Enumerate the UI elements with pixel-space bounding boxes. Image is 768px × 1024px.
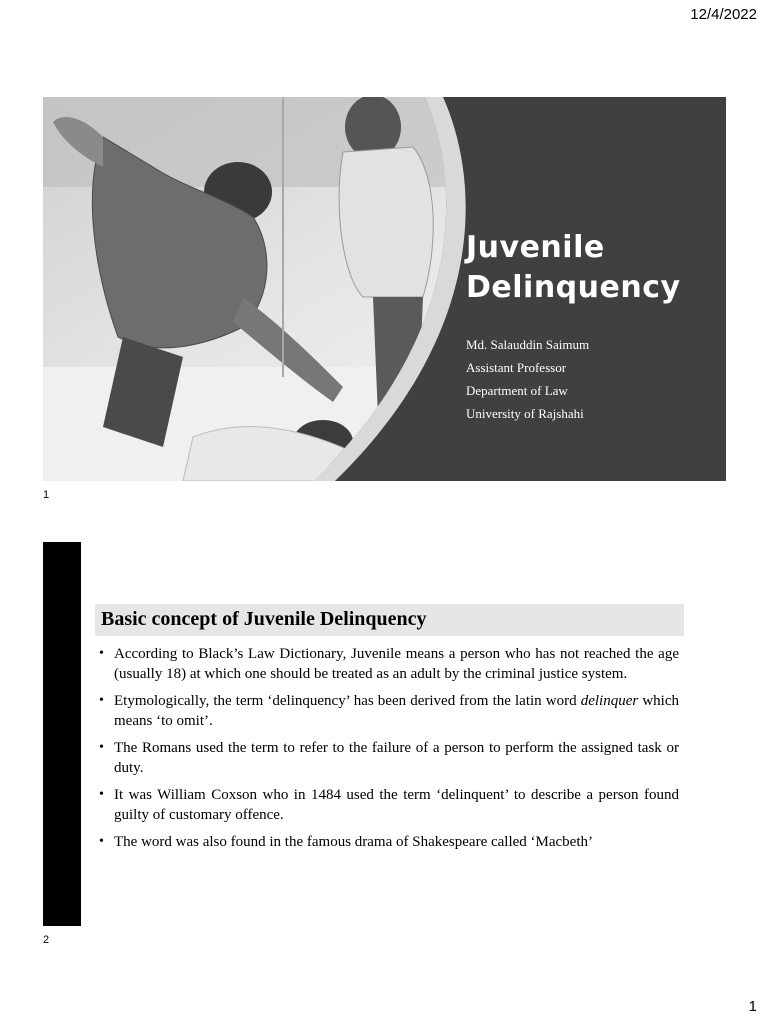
page-number: 1	[748, 998, 757, 1015]
author-info	[466, 333, 589, 425]
slide-number: 2	[43, 934, 50, 946]
bullet-icon: •	[99, 740, 104, 755]
italic-term: delinquer	[580, 693, 639, 709]
bullet-text: According to Black’s Law Dictionary, Juvenile means a person who has not reached the age (usually 18) at which one should be treated as an adult by the criminal justice system.	[114, 646, 679, 682]
title-slide	[43, 97, 726, 481]
bullet-icon: •	[99, 834, 104, 849]
list-item	[99, 691, 679, 731]
bullet-list	[99, 644, 679, 859]
list-item	[99, 644, 679, 684]
list-item	[99, 738, 679, 778]
bullet-icon: •	[99, 693, 104, 708]
slide-accent-bar	[43, 542, 81, 926]
author-name: Md. Salauddin Saimum	[466, 337, 590, 352]
title-line: Juvenile	[466, 230, 605, 265]
author-department: Department of Law	[466, 383, 568, 398]
list-item	[99, 832, 679, 852]
author-position: Assistant Professor	[466, 360, 567, 375]
document-date: 12/4/2022	[690, 6, 757, 23]
bullet-text: Etymologically, the term ‘delinquency’ has been derived from the latin word	[114, 693, 581, 709]
content-slide	[43, 542, 726, 926]
slide-title	[466, 228, 681, 308]
bullet-text: The Romans used the term to refer to the failure of a person to perform the assigned task or duty.	[114, 740, 679, 776]
bullet-text: The word was also found in the famous drama of Shakespeare called ‘Macbeth’	[114, 834, 593, 850]
title-line: Delinquency	[466, 270, 681, 305]
slide-number: 1	[43, 489, 50, 501]
bullet-text: It was William Coxson who in 1484 used the term ‘delinquent’ to describe a person found guilty of customary offence.	[114, 787, 679, 823]
author-university: University of Rajshahi	[466, 406, 584, 421]
slide-heading: Basic concept of Juvenile Delinquency	[95, 604, 684, 636]
bullet-text: which means ‘to omit’.	[114, 693, 679, 729]
bullet-icon: •	[99, 787, 104, 802]
list-item	[99, 785, 679, 825]
bullet-icon: •	[99, 646, 104, 661]
